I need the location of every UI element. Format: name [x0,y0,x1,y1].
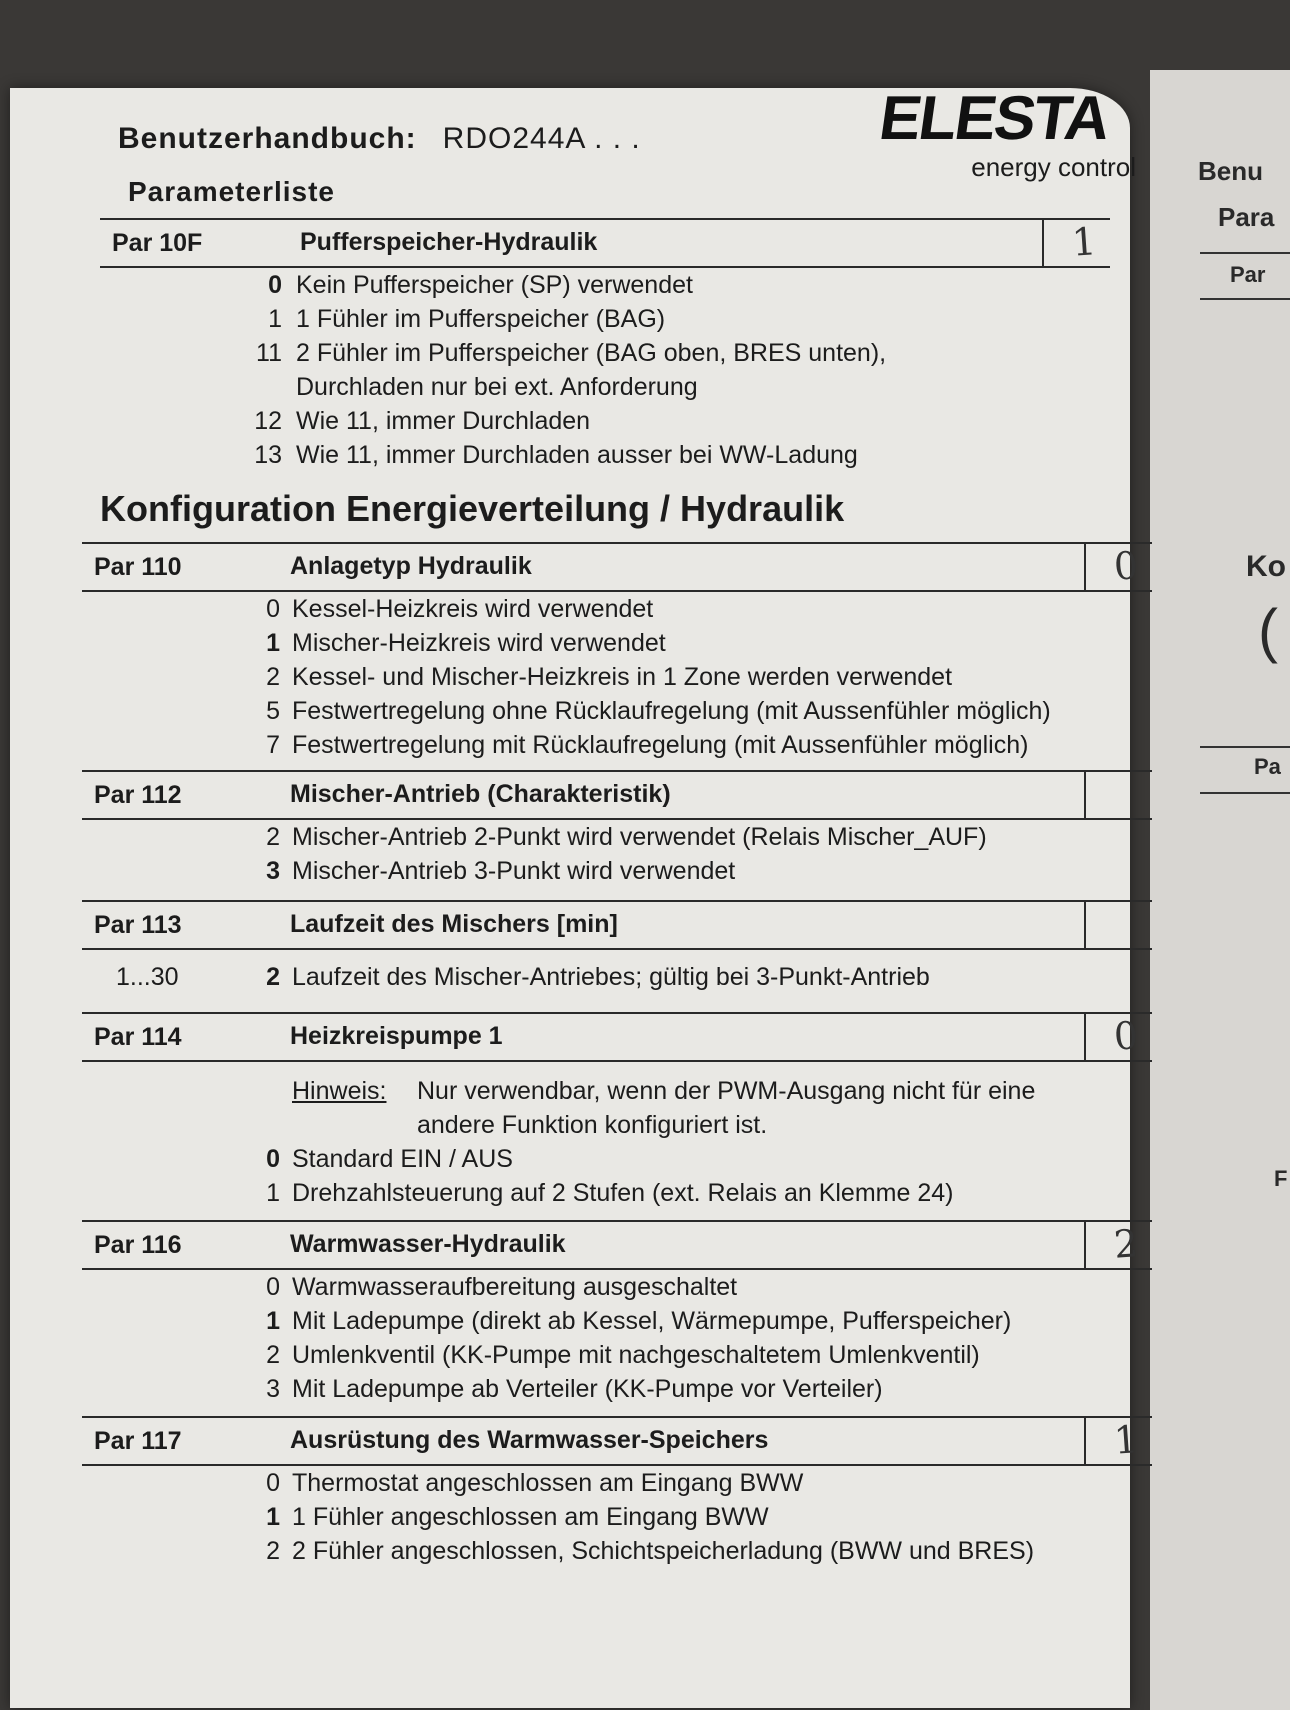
param-id: Par 10F [112,229,203,257]
next-page-rule [1200,746,1290,748]
param-option [82,728,1152,762]
param-value-box [1084,1418,1152,1464]
param-value-box [1084,772,1152,818]
option-code: 1 [266,1503,280,1531]
next-page-fragment: ( [1258,597,1278,664]
param-header [100,218,1110,268]
param-block [82,1012,1152,1210]
param-option [82,626,1152,660]
param-option [100,336,1110,370]
option-code: 0 [266,1145,280,1173]
param-option [82,1338,1152,1372]
option-code: 2 [266,823,280,851]
option-text: 2 Fühler angeschlossen, Schichtspeicherladung (BWW und BRES) [292,1537,1035,1565]
option-code: 7 [266,731,280,759]
param-id: Par 114 [94,1023,182,1051]
param-header [82,1416,1152,1466]
param-header [82,770,1152,820]
option-text: Kein Pufferspeicher (SP) verwendet [296,271,693,299]
param-title: Warmwasser-Hydraulik [290,1230,566,1258]
next-page-fragment: Benu [1198,156,1263,186]
option-text: Festwertregelung mit Rücklaufregelung (mit Aussenfühler möglich) [292,731,1029,759]
param-block [100,218,1110,472]
param-option [100,302,1110,336]
next-page-rule [1200,792,1290,794]
param-header [82,1012,1152,1062]
option-text: Festwertregelung ohne Rücklaufregelung (mit Aussenfühler möglich) [292,697,1051,725]
param-id: Par 113 [94,911,182,939]
param-block [82,542,1152,762]
param-option [82,660,1152,694]
next-page-fragment: Para [1218,202,1275,232]
param-option [100,438,1110,472]
option-text: Durchladen nur bei ext. Anforderung [296,373,698,401]
brand-name: ELESTA [875,84,1113,153]
next-page-fragment: Pa [1254,754,1281,779]
parameter-list-title: Parameterliste [128,176,336,207]
param-block [82,1220,1152,1406]
option-code: 0 [266,1273,280,1301]
option-code: 12 [254,407,282,435]
option-text: Warmwasseraufbereitung ausgeschaltet [292,1273,738,1301]
option-text: Mischer-Heizkreis wird verwendet [292,629,666,657]
manual-title-label: Benutzerhandbuch: [118,122,417,155]
param-id: Par 110 [94,553,182,581]
param-handwritten-value: 2 [1112,1221,1140,1267]
next-page-fragment: Par [1230,262,1266,287]
option-code: 0 [268,271,282,299]
option-text: Wie 11, immer Durchladen ausser bei WW-Ladung [296,441,858,469]
param-option [82,854,1152,888]
param-option [100,370,1110,404]
param-handwritten-value: 0 [1112,1013,1140,1059]
param-option [82,694,1152,728]
brand-logo [875,84,1140,183]
note-text: Nur verwendbar, wenn der PWM-Ausgang nicht für eine andere Funktion konfiguriert ist. [417,1077,1036,1139]
next-page-fragment: F [1274,1166,1288,1191]
option-text: Mit Ladepumpe (direkt ab Kessel, Wärmepumpe, Pufferspeicher) [292,1307,1012,1335]
next-page-rule [1200,252,1290,254]
model-number: RDO244A . . . [442,122,641,155]
option-text: 1 Fühler im Pufferspeicher (BAG) [296,305,666,333]
next-page-fragment: Ko [1246,550,1286,583]
param-value-box [1084,902,1152,948]
param-handwritten-value: 0 [1112,543,1140,589]
param-option [82,1466,1152,1500]
param-title: Heizkreispumpe 1 [290,1022,503,1050]
option-code: 13 [254,441,282,469]
manual-title [118,122,641,156]
param-handwritten-value: 1 [1112,1417,1140,1463]
param-header [82,1220,1152,1270]
param-id: Par 112 [94,781,182,809]
param-option [82,592,1152,626]
param-value-box [1042,220,1110,266]
option-text: Thermostat angeschlossen am Eingang BWW [292,1469,804,1497]
section-heading: Konfiguration Energieverteilung / Hydraulik [100,488,845,529]
param-value-box [1084,544,1152,590]
param-option [100,404,1110,438]
option-text: 2 Fühler im Pufferspeicher (BAG oben, BRES unten), [296,339,887,367]
option-code: 5 [266,697,280,725]
option-text: Mischer-Antrieb 2-Punkt wird verwendet (Relais Mischer_AUF) [292,823,987,851]
option-code: 1 [266,1179,280,1207]
param-block [82,900,1152,994]
option-code: 3 [266,1375,280,1403]
param-title: Laufzeit des Mischers [min] [290,910,618,938]
param-option [82,1142,1152,1176]
option-text: Wie 11, immer Durchladen [296,407,591,435]
param-header [82,542,1152,592]
param-option [82,1534,1152,1568]
param-value-box [1084,1222,1152,1268]
param-option [82,1372,1152,1406]
option-text: Drehzahlsteuerung auf 2 Stufen (ext. Relais an Klemme 24) [292,1179,954,1207]
param-title: Ausrüstung des Warmwasser-Speichers [290,1426,769,1454]
option-text: Kessel-Heizkreis wird verwendet [292,595,654,623]
brand-tagline: energy control [971,152,1136,182]
option-code: 0 [266,595,280,623]
option-code: 2 [266,1341,280,1369]
option-code: 1 [266,629,280,657]
param-title: Mischer-Antrieb (Charakteristik) [290,780,671,808]
next-page-rule [1200,298,1290,300]
option-code: 2 [266,663,280,691]
option-code: 2 [266,963,280,991]
param-id: Par 117 [94,1427,182,1455]
option-text: Standard EIN / AUS [292,1145,513,1173]
param-block [82,1416,1152,1568]
option-text: Mit Ladepumpe ab Verteiler (KK-Pumpe vor Verteiler) [292,1375,883,1403]
param-option [100,268,1110,302]
option-text: Laufzeit des Mischer-Antriebes; gültig bei 3-Punkt-Antrieb [292,963,930,991]
param-handwritten-value: 1 [1070,219,1098,265]
param-block [82,770,1152,888]
param-option [82,1270,1152,1304]
next-page-edge [1150,70,1290,1710]
param-option [82,1176,1152,1210]
option-text: Umlenkventil (KK-Pumpe mit nachgeschaltetem Umlenkventil) [292,1341,980,1369]
option-text: 1 Fühler angeschlossen am Eingang BWW [292,1503,769,1531]
param-note [82,1074,1152,1142]
param-header [82,900,1152,950]
option-text: Mischer-Antrieb 3-Punkt wird verwendet [292,857,736,885]
param-option [82,1304,1152,1338]
param-title: Pufferspeicher-Hydraulik [300,228,598,256]
option-code: 1 [268,305,282,333]
option-code: 1 [266,1307,280,1335]
option-code: 11 [256,339,282,367]
param-id: Par 116 [94,1231,182,1259]
param-title: Anlagetyp Hydraulik [290,552,532,580]
option-text: Kessel- und Mischer-Heizkreis in 1 Zone werden verwendet [292,663,953,691]
param-value-box [1084,1014,1152,1060]
param-option [82,1500,1152,1534]
param-option [82,960,1152,994]
option-code: 3 [266,857,280,885]
param-option [82,820,1152,854]
value-range: 1...30 [116,963,179,991]
option-code: 2 [266,1537,280,1565]
option-code: 0 [266,1469,280,1497]
note-label: Hinweis: [292,1077,387,1105]
